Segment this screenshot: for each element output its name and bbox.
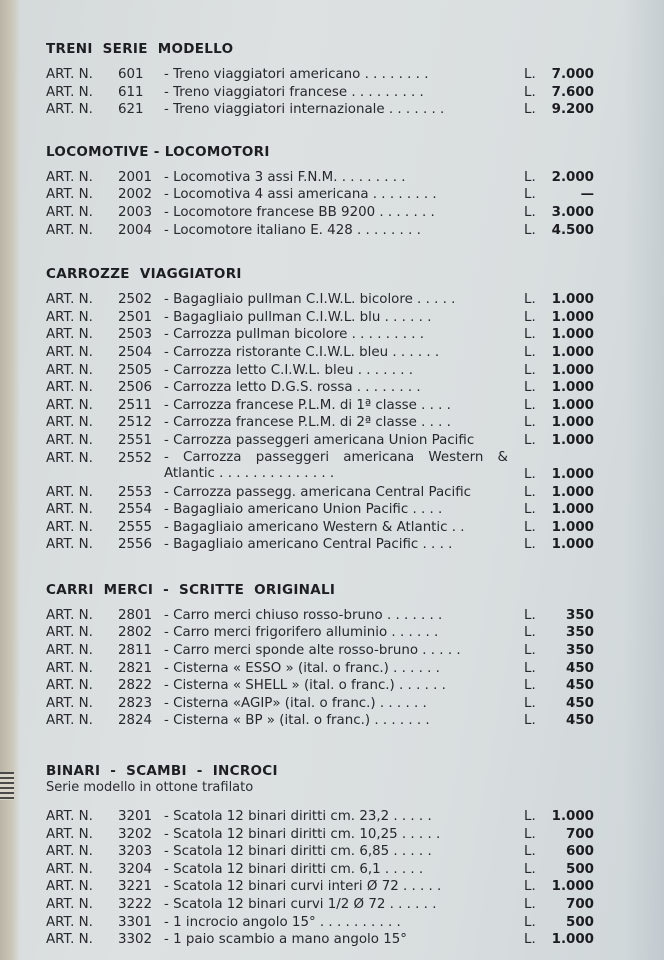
list-item	[46, 660, 606, 678]
currency-symbol: L.	[524, 932, 536, 948]
list-item	[46, 84, 606, 102]
article-number: 2801	[118, 607, 153, 623]
item-description: - Carrozza ristorante C.I.W.L. bleu . . . . . .	[164, 344, 440, 360]
article-prefix: ART. N.	[46, 643, 93, 659]
currency-symbol: L.	[524, 84, 536, 100]
currency-symbol: L.	[524, 204, 536, 220]
item-price: 500	[566, 861, 594, 877]
list-item	[46, 861, 606, 879]
currency-symbol: L.	[524, 169, 536, 185]
item-description: - Cisterna « BP » (ital. o franc.) . . . . . . .	[164, 713, 430, 729]
article-prefix: ART. N.	[46, 292, 93, 308]
currency-symbol: L.	[524, 102, 536, 118]
item-price: 350	[566, 625, 594, 641]
article-prefix: ART. N.	[46, 380, 93, 396]
section-title: CARROZZE VIAGGIATORI	[46, 266, 242, 283]
item-price: 1.000	[551, 502, 594, 518]
list-item	[46, 362, 606, 380]
article-number: 2004	[118, 222, 153, 238]
article-prefix: ART. N.	[46, 607, 93, 623]
item-price: 1.000	[551, 432, 594, 448]
item-description: - Locomotiva 4 assi americana . . . . . . . .	[164, 187, 437, 203]
item-description: - Locomotiva 3 assi F.N.M. . . . . . . . .	[164, 169, 406, 185]
section-title: LOCOMOTIVE - LOCOMOTORI	[46, 143, 270, 160]
list-item	[46, 204, 606, 222]
article-number: 2553	[118, 484, 153, 500]
article-number: 3204	[118, 861, 153, 877]
article-number: 3301	[118, 914, 153, 930]
article-prefix: ART. N.	[46, 932, 93, 948]
article-prefix: ART. N.	[46, 502, 93, 518]
article-number: 2505	[118, 362, 153, 378]
list-item	[46, 484, 606, 502]
section-subtitle: Serie modello in ottone trafilato	[46, 780, 254, 796]
item-description: - Bagagliaio americano Central Pacific . . . .	[164, 537, 453, 553]
list-item	[46, 878, 606, 896]
list-item	[46, 379, 606, 397]
currency-symbol: L.	[524, 67, 536, 82]
item-price: 1.000	[551, 380, 594, 396]
item-price: 4.500	[551, 222, 594, 238]
list-item	[46, 519, 606, 537]
item-description: - Carrozza pullman bicolore . . . . . . . . .	[164, 327, 425, 343]
article-prefix: ART. N.	[46, 826, 93, 842]
item-price: 1.000	[551, 309, 594, 325]
article-number: 2822	[118, 678, 153, 694]
item-list	[46, 607, 606, 730]
list-item	[46, 914, 606, 932]
article-number: 2555	[118, 519, 153, 535]
list-item	[46, 931, 606, 949]
currency-symbol: L.	[524, 643, 536, 659]
currency-symbol: L.	[524, 292, 536, 308]
binding-stripes	[0, 772, 14, 800]
article-prefix: ART. N.	[46, 450, 93, 466]
currency-symbol: L.	[524, 519, 536, 535]
currency-symbol: L.	[524, 695, 536, 711]
article-number: 2503	[118, 327, 153, 343]
article-number: 621	[118, 102, 144, 118]
item-description: - Scatola 12 binari curvi 1/2 Ø 72 . . . . . .	[164, 897, 437, 912]
currency-symbol: L.	[524, 484, 536, 500]
item-description: - Cisterna « ESSO » (ital. o franc.) . . . . . .	[164, 660, 440, 676]
article-number: 3222	[118, 897, 153, 912]
item-description: - Carrozza francese P.L.M. di 2ª classe . . . .	[164, 415, 451, 431]
currency-symbol: L.	[524, 415, 536, 431]
item-description: - Scatola 12 binari diritti cm. 10,25 . . . . .	[164, 826, 441, 842]
section-locomotive	[46, 143, 606, 239]
article-prefix: ART. N.	[46, 397, 93, 413]
article-prefix: ART. N.	[46, 625, 93, 641]
currency-symbol: L.	[524, 397, 536, 413]
list-item	[46, 397, 606, 415]
article-prefix: ART. N.	[46, 415, 93, 431]
item-description: - Carrozza passeggeri americana Union Pacific	[164, 432, 475, 448]
list-item	[46, 896, 606, 914]
item-description: - 1 paio scambio a mano angolo 15°	[164, 932, 407, 948]
list-item	[46, 450, 606, 484]
item-description: - Carro merci frigorifero alluminio . . . . . .	[164, 625, 439, 641]
list-item	[46, 501, 606, 519]
list-item	[46, 309, 606, 327]
list-item	[46, 695, 606, 713]
article-number: 611	[118, 84, 144, 100]
item-description: - Bagagliaio pullman C.I.W.L. bicolore . . . . .	[164, 292, 456, 308]
list-item	[46, 624, 606, 642]
article-prefix: ART. N.	[46, 169, 93, 185]
item-description: - 1 incrocio angolo 15° . . . . . . . . . .	[164, 914, 401, 930]
item-price: 1.000	[551, 932, 594, 948]
article-prefix: ART. N.	[46, 844, 93, 860]
list-item	[46, 344, 606, 362]
item-description: - Bagagliaio pullman C.I.W.L. blu . . . . . .	[164, 309, 432, 325]
item-description: - Bagagliaio americano Western & Atlantic . .	[164, 519, 465, 535]
article-prefix: ART. N.	[46, 309, 93, 325]
item-price: 1.000	[551, 809, 594, 825]
item-price: 1.000	[551, 519, 594, 535]
article-prefix: ART. N.	[46, 67, 93, 82]
item-price: 1.000	[551, 484, 594, 500]
article-number: 2504	[118, 344, 153, 360]
page-worn-edge	[0, 0, 20, 960]
article-prefix: ART. N.	[46, 484, 93, 500]
item-description: - Treno viaggiatori francese . . . . . . . . .	[164, 84, 424, 100]
article-number: 2811	[118, 643, 153, 659]
item-price: 1.000	[551, 327, 594, 343]
article-prefix: ART. N.	[46, 344, 93, 360]
item-description: - Bagagliaio americano Union Pacific . . . .	[164, 502, 443, 518]
article-prefix: ART. N.	[46, 809, 93, 825]
article-number: 2506	[118, 380, 153, 396]
item-description: - Treno viaggiatori internazionale . . . . . . .	[164, 102, 445, 118]
article-number: 2552	[118, 450, 153, 466]
article-prefix: ART. N.	[46, 678, 93, 694]
article-number: 2001	[118, 169, 153, 185]
article-prefix: ART. N.	[46, 519, 93, 535]
article-number: 601	[118, 67, 144, 82]
article-prefix: ART. N.	[46, 187, 93, 203]
item-price: 1.000	[551, 466, 594, 482]
page-shadow	[624, 0, 664, 960]
list-item	[46, 677, 606, 695]
list-item	[46, 101, 606, 119]
item-description: - Carro merci chiuso rosso-bruno . . . . . . .	[164, 607, 443, 623]
currency-symbol: L.	[524, 826, 536, 842]
article-prefix: ART. N.	[46, 432, 93, 448]
item-description: - Carro merci sponde alte rosso-bruno . . . . .	[164, 643, 461, 659]
currency-symbol: L.	[524, 678, 536, 694]
currency-symbol: L.	[524, 537, 536, 553]
item-price: 500	[566, 914, 594, 930]
item-description: - Scatola 12 binari curvi interi Ø 72 . . . . .	[164, 879, 442, 895]
article-number: 3203	[118, 844, 153, 860]
list-item	[46, 414, 606, 432]
item-description: - Scatola 12 binari diritti cm. 23,2 . . . . .	[164, 809, 432, 825]
item-price: 7.600	[551, 84, 594, 100]
list-item	[46, 66, 606, 84]
item-price: 2.000	[551, 169, 594, 185]
list-item	[46, 843, 606, 861]
list-item	[46, 712, 606, 730]
list-item	[46, 291, 606, 309]
article-number: 2002	[118, 187, 153, 203]
list-item	[46, 808, 606, 826]
item-price: 1.000	[551, 362, 594, 378]
article-number: 2824	[118, 713, 153, 729]
currency-symbol: L.	[524, 502, 536, 518]
section-title: CARRI MERCI - SCRITTE ORIGINALI	[46, 581, 336, 598]
currency-symbol: L.	[524, 713, 536, 729]
item-price: 600	[566, 844, 594, 860]
article-prefix: ART. N.	[46, 222, 93, 238]
article-number: 2821	[118, 660, 153, 676]
list-item	[46, 642, 606, 660]
list-item	[46, 169, 606, 187]
item-price: 1.000	[551, 292, 594, 308]
article-number: 3201	[118, 809, 153, 825]
currency-symbol: L.	[524, 625, 536, 641]
currency-symbol: L.	[524, 344, 536, 360]
article-number: 2554	[118, 502, 153, 518]
item-description: - Cisterna « SHELL » (ital. o franc.) . . . . . .	[164, 678, 446, 694]
list-item	[46, 536, 606, 554]
item-price: 9.200	[551, 102, 594, 118]
article-prefix: ART. N.	[46, 102, 93, 118]
item-description: - Cisterna «AGIP» (ital. o franc.) . . . . . .	[164, 695, 427, 711]
item-price: 1.000	[551, 537, 594, 553]
article-number: 2802	[118, 625, 153, 641]
article-number: 3202	[118, 826, 153, 842]
section-carrozze	[46, 265, 606, 554]
item-price: 1.000	[551, 415, 594, 431]
item-price: 1.000	[551, 879, 594, 895]
item-price: 1.000	[551, 397, 594, 413]
article-number: 2502	[118, 292, 153, 308]
item-description: - Scatola 12 binari diritti cm. 6,1 . . . . .	[164, 861, 424, 877]
item-price: 1.000	[551, 344, 594, 360]
currency-symbol: L.	[524, 879, 536, 895]
item-price: 350	[566, 643, 594, 659]
item-price: 450	[566, 713, 594, 729]
item-price: 700	[566, 826, 594, 842]
article-number: 2512	[118, 415, 153, 431]
item-description: - Treno viaggiatori americano . . . . . . . .	[164, 67, 429, 82]
currency-symbol: L.	[524, 466, 536, 482]
item-description: - Carrozza letto D.G.S. rossa . . . . . . . .	[164, 380, 421, 396]
item-price: —	[580, 187, 594, 203]
article-prefix: ART. N.	[46, 362, 93, 378]
section-treni	[46, 40, 606, 119]
currency-symbol: L.	[524, 861, 536, 877]
article-number: 2556	[118, 537, 153, 553]
item-price: 700	[566, 897, 594, 912]
item-list	[46, 291, 606, 554]
article-number: 2823	[118, 695, 153, 711]
currency-symbol: L.	[524, 327, 536, 343]
currency-symbol: L.	[524, 914, 536, 930]
section-carri-merci	[46, 581, 606, 730]
article-number: 2511	[118, 397, 153, 413]
currency-symbol: L.	[524, 844, 536, 860]
list-item	[46, 432, 606, 450]
price-list	[46, 40, 606, 949]
item-description: - Carrozza letto C.I.W.L. bleu . . . . . . .	[164, 362, 414, 378]
item-price: 350	[566, 607, 594, 623]
article-prefix: ART. N.	[46, 537, 93, 553]
item-price: 450	[566, 678, 594, 694]
currency-symbol: L.	[524, 809, 536, 825]
item-description: - Locomotore italiano E. 428 . . . . . . . .	[164, 222, 421, 238]
article-prefix: ART. N.	[46, 660, 93, 676]
currency-symbol: L.	[524, 607, 536, 623]
list-item	[46, 326, 606, 344]
list-item	[46, 607, 606, 625]
currency-symbol: L.	[524, 362, 536, 378]
article-number: 3302	[118, 932, 153, 948]
article-prefix: ART. N.	[46, 879, 93, 895]
currency-symbol: L.	[524, 187, 536, 203]
item-description: - Locomotore francese BB 9200 . . . . . . .	[164, 204, 435, 220]
article-prefix: ART. N.	[46, 695, 93, 711]
currency-symbol: L.	[524, 222, 536, 238]
article-prefix: ART. N.	[46, 327, 93, 343]
currency-symbol: L.	[524, 380, 536, 396]
item-price: 450	[566, 660, 594, 676]
item-description: - Carrozza passegg. americana Central Pacific	[164, 484, 472, 500]
article-prefix: ART. N.	[46, 861, 93, 877]
section-title: TRENI SERIE MODELLO	[46, 41, 234, 57]
section-title: BINARI - SCAMBI - INCROCI	[46, 763, 278, 780]
currency-symbol: L.	[524, 897, 536, 912]
item-description: - Scatola 12 binari diritti cm. 6,85 . . . . .	[164, 844, 432, 860]
article-number: 2551	[118, 432, 153, 448]
item-price: 3.000	[551, 204, 594, 220]
currency-symbol: L.	[524, 432, 536, 448]
currency-symbol: L.	[524, 309, 536, 325]
article-prefix: ART. N.	[46, 84, 93, 100]
item-description: - Carrozza passeggeri americana Western & Atlantic . . . . . . . . . . . . . .	[164, 449, 508, 481]
list-item	[46, 222, 606, 240]
item-description: - Carrozza francese P.L.M. di 1ª classe . . . .	[164, 397, 451, 413]
article-prefix: ART. N.	[46, 914, 93, 930]
item-price: 7.000	[551, 67, 594, 82]
article-number: 3221	[118, 879, 153, 895]
article-prefix: ART. N.	[46, 204, 93, 220]
item-list	[46, 169, 606, 239]
article-number: 2501	[118, 309, 153, 325]
article-prefix: ART. N.	[46, 897, 93, 912]
list-item	[46, 826, 606, 844]
item-list	[46, 66, 606, 119]
item-price: 450	[566, 695, 594, 711]
currency-symbol: L.	[524, 660, 536, 676]
item-list	[46, 808, 606, 949]
section-binari	[46, 762, 606, 949]
article-prefix: ART. N.	[46, 713, 93, 729]
article-number: 2003	[118, 204, 153, 220]
list-item	[46, 186, 606, 204]
